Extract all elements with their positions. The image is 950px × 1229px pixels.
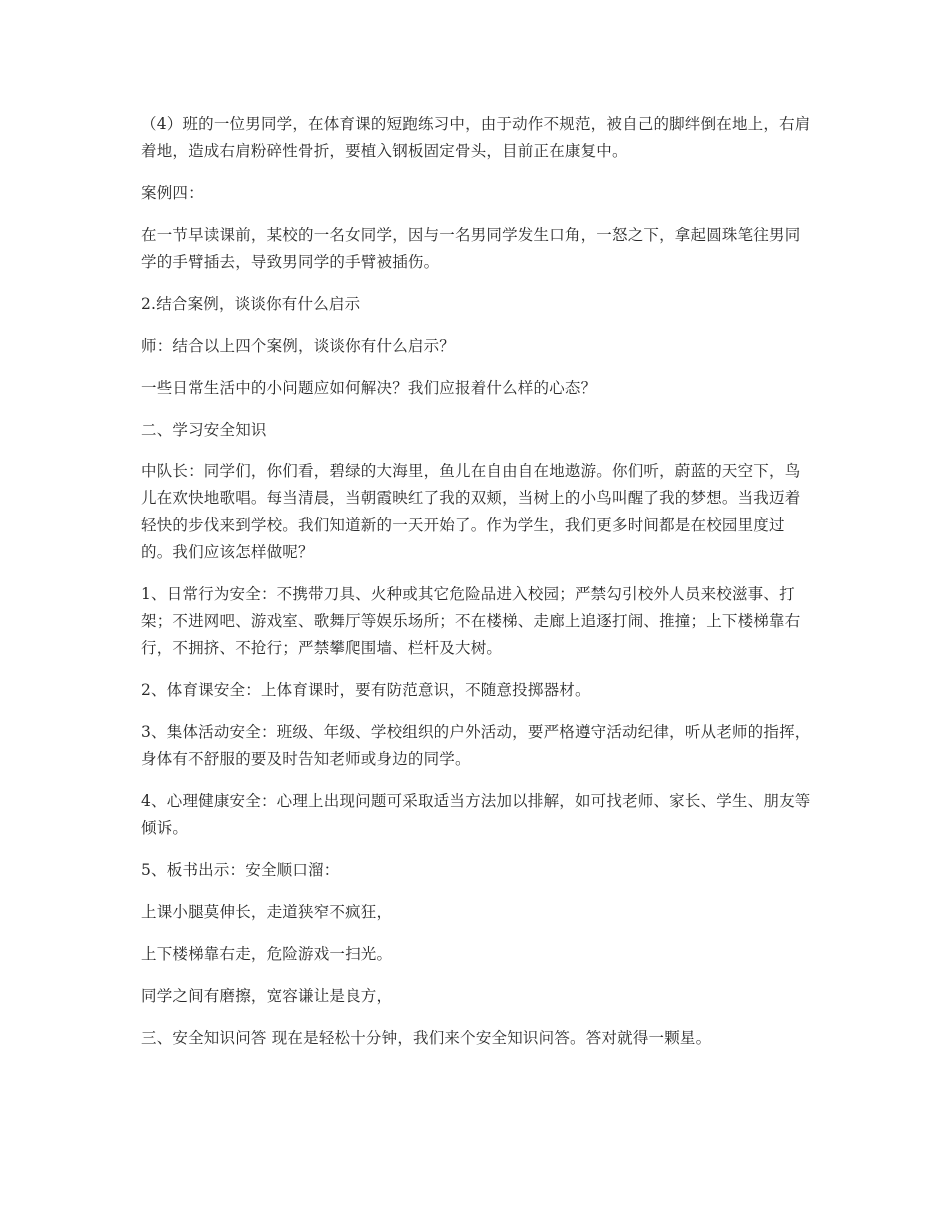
paragraph-discussion-heading: 2.结合案例，谈谈你有什么启示 (141, 295, 361, 313)
list-item-mental-health-safety: 4、心理健康安全：心理上出现问题可采取适当方法加以排解，如可找老师、家长、学生、朋友等倾诉。 (141, 792, 811, 837)
list-item-group-activity-safety: 3、集体活动安全：班级、年级、学校组织的户外活动，要严格遵守活动纪律，听从老师的指挥，身体有不舒服的要及时告知老师或身边的同学。 (141, 723, 811, 768)
rhyme-line-3: 同学之间有磨擦，宽容谦让是良方， (141, 987, 393, 1005)
section-heading-safety-knowledge: 二、学习安全知识 (141, 421, 267, 439)
list-item-daily-behavior-safety: 1、日常行为安全：不携带刀具、火种或其它危险品进入校园；严禁勾引校外人员来校滋事、打架；不进网吧、游戏室、歌舞厅等娱乐场所；不在楼梯、走廊上追逐打闹、推撞；上下楼梯靠右行，不拥挤、不抢行；严禁攀爬围墙、栏杆及大树。 (141, 585, 801, 657)
rhyme-line-1: 上课小腿莫伸长，走道狭窄不疯狂， (141, 903, 393, 921)
paragraph-squad-leader-speech: 中队长：同学们，你们看，碧绿的大海里，鱼儿在自由自在地遨游。你们听，蔚蓝的天空下，鸟儿在欢快地歌唱。每当清晨，当朝霞映红了我的双颊，当树上的小鸟叫醒了我的梦想。当我迈着轻快的步伐来到学校。我们知道新的一天开始了。作为学生，我们更多时间都是在校园里度过的。我们应该怎样做呢？ (141, 462, 801, 561)
paragraph-case-four-text: 在一节早读课前，某校的一名女同学，因与一名男同学发生口角，一怒之下，拿起圆珠笔往男同学的手臂插去，导致男同学的手臂被插伤。 (141, 226, 801, 271)
paragraph-teacher-question: 师：结合以上四个案例，谈谈你有什么启示？ (141, 337, 456, 355)
paragraph-case-four-heading: 案例四： (141, 184, 204, 202)
rhyme-line-2: 上下楼梯靠右走，危险游戏一扫光。 (141, 945, 393, 963)
paragraph-daily-problems: 一些日常生活中的小问题应如何解决？我们应报着什么样的心态？ (141, 379, 597, 397)
list-item-blackboard-rhyme: 5、板书出示：安全顺口溜： (141, 861, 340, 879)
list-item-pe-class-safety: 2、体育课安全：上体育课时，要有防范意识，不随意投掷器材。 (141, 681, 591, 699)
paragraph-case-three-text: （4）班的一位男同学，在体育课的短跑练习中，由于动作不规范，被自己的脚绊倒在地上，右肩着地，造成右肩粉碎性骨折，要植入钢板固定骨头，目前正在康复中。 (141, 115, 811, 160)
section-heading-safety-quiz: 三、安全知识问答 现在是轻松十分钟，我们来个安全知识问答。答对就得一颗星。 (141, 1029, 712, 1047)
